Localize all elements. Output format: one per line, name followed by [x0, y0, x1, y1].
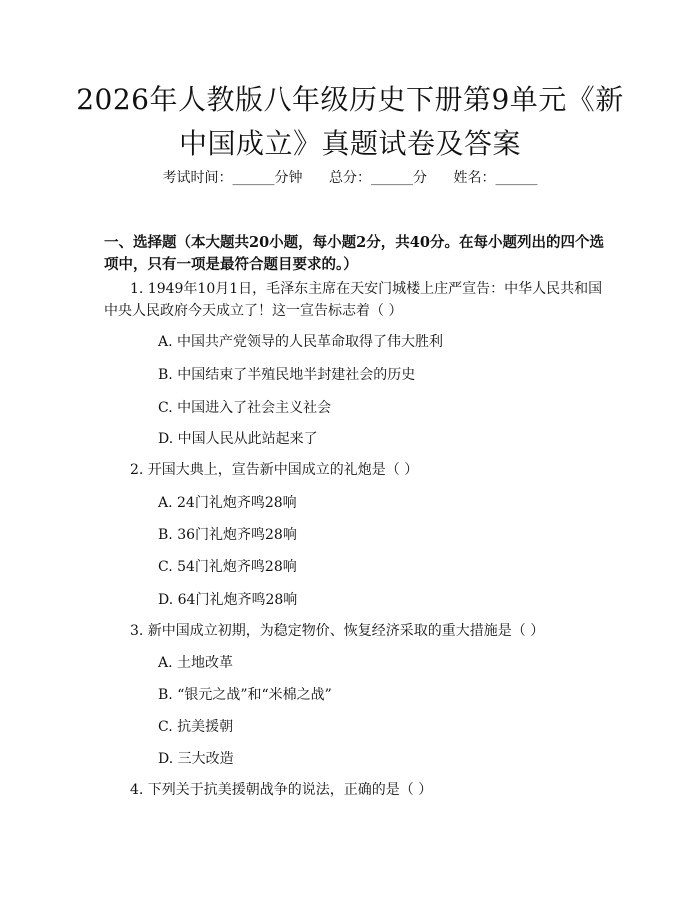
question-3-option-d: D. 三大改造: [158, 751, 234, 767]
question-2-option-d: D. 64门礼炮齐鸣28响: [158, 592, 298, 608]
question-2-option-a: A. 24门礼炮齐鸣28响: [158, 495, 297, 511]
question-3-option-b: B. “银元之战”和“米棉之战”: [158, 687, 332, 703]
student-name-field: 姓名：______: [453, 170, 538, 186]
question-1-option-c: C. 中国进入了社会主义社会: [158, 400, 332, 416]
question-3-option-c: C. 抗美援朝: [158, 719, 234, 735]
question-2-option-b: B. 36门礼炮齐鸣28响: [158, 527, 297, 543]
question-2-option-c: C. 54门礼炮齐鸣28响: [158, 559, 297, 575]
question-3-option-a: A. 土地改革: [158, 655, 234, 671]
page-title: 2026年人教版八年级历史下册第9单元《新中国成立》真题试卷及答案: [76, 83, 624, 160]
total-score-field: 总分：______分: [329, 170, 427, 186]
section-heading: 一、选择题（本大题共20小题，每小题2分，共40分。在每小题列出的四个选项中，只有一项是最符合题目要求的。）: [104, 234, 604, 273]
question-3-stem: 3. 新中国成立初期，为稳定物价、恢复经济采取的重大措施是（ ）: [130, 623, 545, 639]
exam-info-line: [0, 168, 700, 188]
question-1-stem: 1. 1949年10月1日，毛泽东主席在天安门城楼上庄严宣告：中华人民共和国中央人民政府今天成立了！这一宣告标志着（ ）: [104, 281, 603, 319]
question-2-stem: 2. 开国大典上，宣告新中国成立的礼炮是（ ）: [130, 462, 419, 478]
question-4-stem: 4. 下列关于抗美援朝战争的说法，正确的是（ ）: [130, 782, 433, 798]
exam-time-field: 考试时间：______分钟: [162, 170, 303, 186]
question-1-option-d: D. 中国人民从此站起来了: [158, 431, 318, 447]
question-1-option-a: A. 中国共产党领导的人民革命取得了伟大胜利: [158, 334, 444, 350]
question-1-option-b: B. 中国结束了半殖民地半封建社会的历史: [158, 367, 416, 383]
